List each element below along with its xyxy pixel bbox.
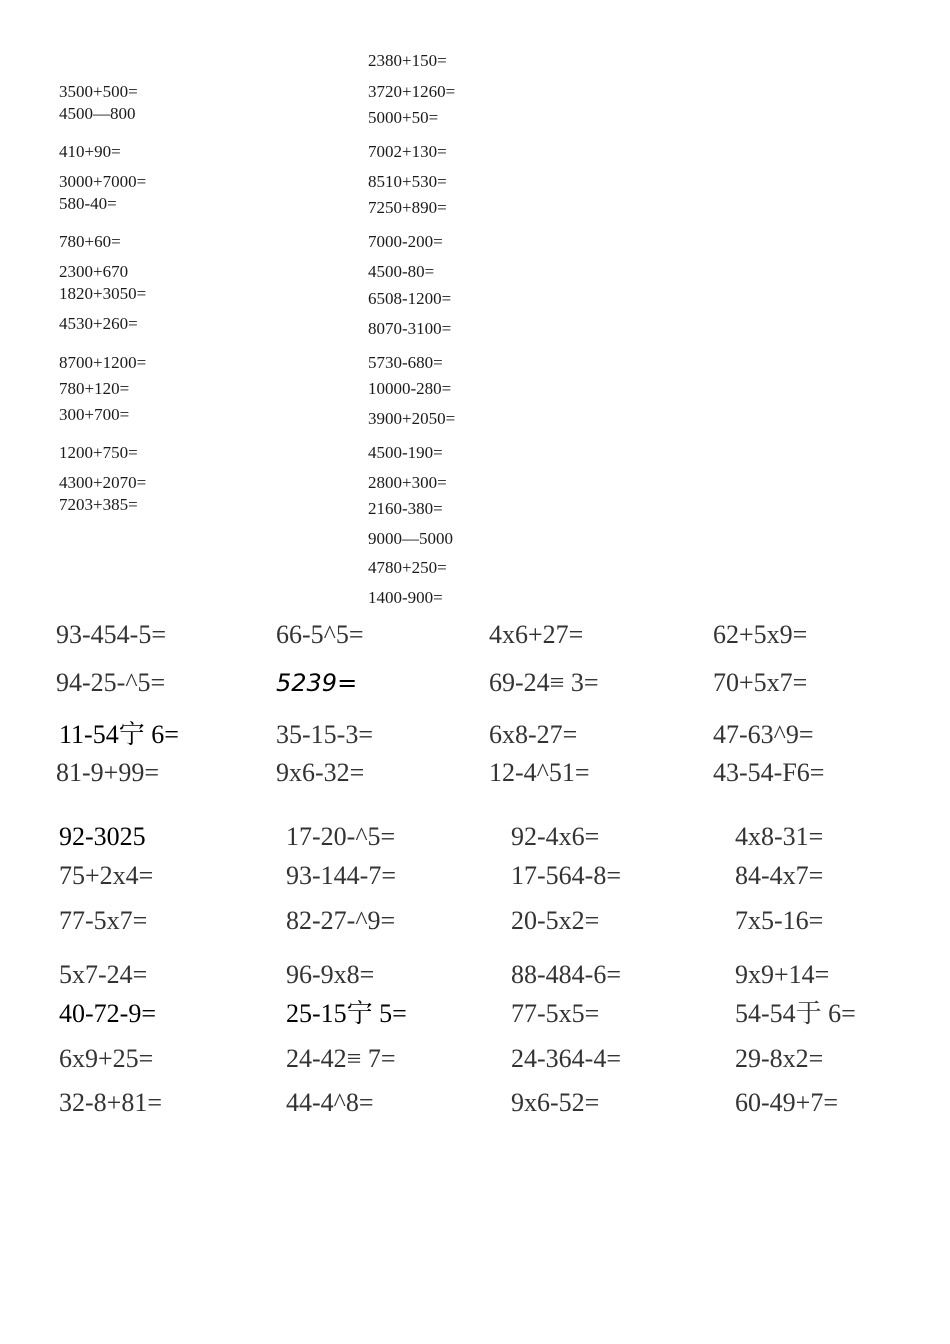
problem-small-left: 4530+260=: [59, 314, 138, 333]
problem-large: 54-54于 6=: [735, 999, 856, 1028]
problem-large: 43-54-F6=: [713, 758, 825, 787]
problem-large: 75+2x4=: [59, 861, 154, 890]
problem-small-left: 780+60=: [59, 232, 121, 251]
problem-small-right: 4500-190=: [368, 443, 443, 462]
problem-small-left: 3000+7000=: [59, 172, 147, 191]
problem-small-right: 8070-3100=: [368, 319, 452, 338]
problem-large: 9x6-52=: [511, 1088, 600, 1117]
problem-large: 20-5x2=: [511, 906, 600, 935]
problem-large: 29-8x2=: [735, 1044, 824, 1073]
problem-small-right: 8510+530=: [368, 172, 447, 191]
problem-large: 12-4^51=: [489, 758, 590, 787]
problem-large: 17-20-^5=: [286, 822, 396, 851]
problem-large: 25-15宁 5=: [286, 999, 407, 1028]
problem-small-left: 1200+750=: [59, 443, 138, 462]
problem-large: 77-5x7=: [59, 906, 148, 935]
problem-small-right: 2160-380=: [368, 499, 443, 518]
problem-large: 69-24≡ 3=: [489, 668, 599, 697]
problem-small-right: 1400-900=: [368, 588, 443, 607]
problem-small-right: 3720+1260=: [368, 82, 456, 101]
problem-large: 9x9+14=: [735, 960, 830, 989]
problem-large: 4x6+27=: [489, 620, 584, 649]
problem-large: 32-8+81=: [59, 1088, 162, 1117]
problem-large: 6x9+25=: [59, 1044, 154, 1073]
problem-small-left: 8700+1200=: [59, 353, 147, 372]
problem-small-left: 3500+500=: [59, 82, 138, 101]
problem-small-right: 7000-200=: [368, 232, 443, 251]
problem-large: 77-5x5=: [511, 999, 600, 1028]
problem-small-left: 2300+670: [59, 262, 129, 281]
problem-small-left: 4300+2070=: [59, 473, 147, 492]
problem-large: 24-364-4=: [511, 1044, 621, 1073]
problem-large: 62+5x9=: [713, 620, 808, 649]
problem-small-left: 300+700=: [59, 405, 130, 424]
problem-large: 70+5x7=: [713, 668, 808, 697]
problem-large: 93-454-5=: [56, 620, 166, 649]
problem-large: 92-3025: [59, 822, 146, 851]
problem-large: 96-9x8=: [286, 960, 375, 989]
problem-large: 88-484-6=: [511, 960, 621, 989]
problem-small-left: 7203+385=: [59, 495, 138, 514]
problem-large: 11-54宁 6=: [59, 720, 179, 749]
problem-small-right: 5730-680=: [368, 353, 443, 372]
problem-small-right: 3900+2050=: [368, 409, 456, 428]
problem-small-left: 780+120=: [59, 379, 130, 398]
problem-small-left: 4500—800: [59, 104, 136, 123]
problem-small-left: 580-40=: [59, 194, 117, 213]
problem-large: 81-9+99=: [56, 758, 159, 787]
problem-large: 40-72-9=: [59, 999, 156, 1028]
problem-small-right: 10000-280=: [368, 379, 452, 398]
problem-large: 94-25-^5=: [56, 668, 166, 697]
problem-small-right: 2380+150=: [368, 51, 447, 70]
problem-small-right: 7250+890=: [368, 198, 447, 217]
problem-small-left: 1820+3050=: [59, 284, 147, 303]
problem-large: 82-27-^9=: [286, 906, 396, 935]
problem-large: 35-15-3=: [276, 720, 373, 749]
problem-large: 5x7-24=: [59, 960, 148, 989]
problem-large: 92-4x6=: [511, 822, 600, 851]
problem-small-right: 4780+250=: [368, 558, 447, 577]
problem-large: 93-144-7=: [286, 861, 396, 890]
problem-large: 84-4x7=: [735, 861, 824, 890]
problem-large: 44-4^8=: [286, 1088, 374, 1117]
problem-large: 6x8-27=: [489, 720, 578, 749]
problem-small-left: 410+90=: [59, 142, 121, 161]
problem-small-right: 4500-80=: [368, 262, 435, 281]
problem-large: 17-564-8=: [511, 861, 621, 890]
problem-small-right: 6508-1200=: [368, 289, 452, 308]
problem-large: 66-5^5=: [276, 620, 364, 649]
problem-small-right: 5000+50=: [368, 108, 439, 127]
problem-small-right: 9000—5000: [368, 529, 453, 548]
problem-small-right: 2800+300=: [368, 473, 447, 492]
problem-large: 60-49+7=: [735, 1088, 838, 1117]
problem-large: 7x5-16=: [735, 906, 824, 935]
problem-large: 24-42≡ 7=: [286, 1044, 396, 1073]
problem-small-right: 7002+130=: [368, 142, 447, 161]
problem-large: 9x6-32=: [276, 758, 365, 787]
problem-large: 4x8-31=: [735, 822, 824, 851]
problem-large: 47-63^9=: [713, 720, 814, 749]
problem-large: 5239=: [276, 669, 358, 697]
